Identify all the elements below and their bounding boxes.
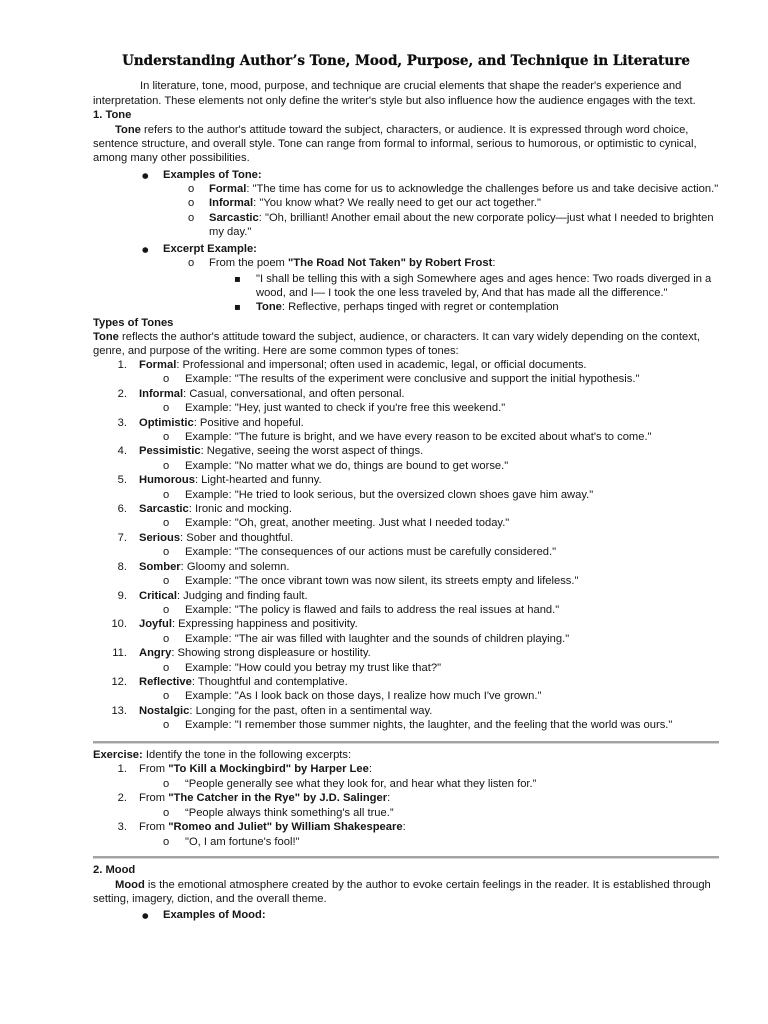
- item-text: [139, 704, 432, 718]
- list-item-example: [0, 459, 768, 473]
- examples-of-mood-heading: Examples of Mood:: [163, 909, 266, 921]
- exercise-instruction: [93, 748, 351, 762]
- square-glyph: ▪: [234, 302, 241, 313]
- tone-type-description: : Light-hearted and funny.: [194, 474, 322, 487]
- tone-type-term: Critical: [139, 589, 177, 602]
- exercise-text: Identify the tone in the following excerpts:: [142, 749, 352, 761]
- item-text: [139, 416, 304, 430]
- item-number: 1.: [117, 763, 127, 775]
- bullet-glyph: ●: [142, 911, 149, 920]
- types-intro-line: [93, 330, 700, 344]
- exercise-label: Exercise:: [93, 749, 143, 761]
- exercise-prefix: From: [139, 821, 169, 834]
- item-text: [139, 589, 308, 603]
- item-number: 9.: [117, 589, 127, 602]
- tone-type-description: : Casual, conversational, and often personal.: [183, 387, 405, 400]
- exercise-suffix: :: [402, 821, 406, 834]
- example-text: Example: "The consequences of our actions must be carefully considered.": [185, 546, 557, 559]
- list-item-quote: [0, 777, 768, 792]
- circle-bullet-icon: o: [188, 257, 195, 269]
- tone-definition-line: among many other possibilities.: [93, 152, 250, 164]
- tone-example-continuation: my day.": [209, 226, 252, 238]
- excerpt-source-line: [209, 256, 495, 270]
- exercise-quote: "O, I am fortune's fool!": [185, 835, 300, 848]
- types-of-tones-heading: Types of Tones: [93, 317, 174, 329]
- section-heading-mood: 2. Mood: [93, 864, 136, 876]
- circle-bullet-icon: o: [188, 183, 195, 195]
- tone-type-term: Optimistic: [139, 416, 194, 429]
- square-bullet-icon: [234, 272, 241, 286]
- tone-example-term: Informal: [209, 197, 254, 209]
- tone-example-text: : "You know what? We really need to get our act together.": [253, 197, 541, 209]
- bullet-glyph: ●: [142, 245, 149, 254]
- example-text: Example: "How could you betray my trust like that?": [185, 661, 442, 674]
- types-intro-term: Tone: [93, 331, 119, 343]
- list-item-example: [0, 516, 768, 530]
- excerpt-prefix: From the poem: [209, 257, 288, 269]
- tone-type-description: : Thoughtful and contemplative.: [191, 675, 348, 688]
- list-item: [0, 444, 768, 458]
- tone-type-description: : Positive and hopeful.: [193, 416, 304, 429]
- example-text: Example: "As I look back on those days, I realize how much I've grown.": [185, 690, 542, 703]
- excerpt-quote-line: "I shall be telling this with a sigh Somewhere ages and ages hence: Two roads diverged in a: [256, 273, 712, 285]
- types-intro-text: reflects the author's attitude toward the subject, audience, or characters. It can vary widely depending on the context,: [118, 331, 701, 343]
- exercise-source: "The Catcher in the Rye" by J.D. Salinger: [168, 792, 388, 805]
- list-item-example: [0, 718, 768, 732]
- list-item-example: [0, 632, 768, 646]
- item-number: 11.: [112, 647, 127, 660]
- excerpt-quote-line: wood, and I— I took the one less traveled by, And that has made all the difference.": [256, 287, 668, 299]
- example-text: Example: "The future is bright, and we have every reason to be excited about what's to come.": [185, 431, 652, 444]
- list-item-quote: [0, 835, 768, 850]
- circle-bullet-icon: o: [163, 719, 170, 732]
- list-item: [0, 646, 768, 660]
- tone-type-description: : Sober and thoughtful.: [180, 531, 294, 544]
- tone-type-term: Sarcastic: [139, 503, 189, 516]
- circle-bullet-icon: o: [163, 373, 170, 386]
- tone-type-term: Humorous: [139, 474, 195, 487]
- tone-type-description: : Gloomy and solemn.: [180, 560, 290, 573]
- exercise-suffix: :: [368, 763, 372, 775]
- item-text: [139, 358, 587, 372]
- bullet-glyph: ●: [142, 171, 149, 180]
- item-text: [139, 444, 423, 458]
- tone-definition-line: sentence structure, and overall style. Tone can range from formal to informal, serious to humorous, or optimistic to cynical,: [93, 138, 697, 150]
- item-text: [139, 531, 293, 545]
- circle-bullet-icon: o: [163, 431, 170, 444]
- tone-example-term: Sarcastic: [209, 212, 259, 224]
- tone-type-term: Informal: [139, 387, 184, 400]
- tone-example-term: Formal: [209, 183, 247, 195]
- circle-bullet-icon: o: [163, 806, 170, 819]
- tone-term: Tone: [115, 124, 141, 136]
- tone-type-description: : Negative, seeing the worst aspect of things.: [200, 445, 424, 458]
- bullet-icon: [142, 168, 149, 182]
- tone-example: [209, 182, 718, 196]
- circle-bullet-icon: o: [163, 603, 170, 616]
- tone-type-description: : Professional and impersonal; often used in academic, legal, or official documents.: [176, 359, 587, 371]
- list-item: [0, 820, 768, 835]
- list-item: [0, 502, 768, 516]
- circle-bullet-icon: o: [163, 690, 170, 703]
- list-item-example: [0, 488, 768, 502]
- excerpt-tone-text: : Reflective, perhaps tinged with regret or contemplation: [281, 301, 559, 313]
- tone-example-text: : "The time has come for us to acknowledge the challenges before us and take decisive action.": [246, 183, 719, 195]
- circle-bullet-icon: o: [163, 632, 170, 645]
- excerpt-suffix: :: [492, 257, 496, 269]
- item-number: 1.: [117, 359, 127, 371]
- list-item: [0, 704, 768, 718]
- exercise-source-line: [139, 820, 406, 834]
- tone-type-term: Serious: [139, 531, 181, 544]
- tone-type-term: Somber: [139, 560, 181, 573]
- list-item: [0, 560, 768, 574]
- exercise-source: "To Kill a Mockingbird" by Harper Lee: [168, 763, 369, 775]
- circle-bullet-icon: o: [163, 777, 170, 790]
- item-text: [139, 560, 289, 574]
- circle-bullet-icon: o: [163, 575, 170, 588]
- item-text: [139, 502, 292, 516]
- excerpt-example-heading: Excerpt Example:: [163, 243, 257, 255]
- tone-example-text: : "Oh, brilliant! Another email about the new corporate policy—just what I needed to brighten: [258, 212, 714, 224]
- tone-definition-text: refers to the author's attitude toward the subject, characters, or audience. It is expressed through word choice,: [140, 124, 689, 136]
- mood-definition-line: setting, imagery, diction, and the overall theme.: [93, 893, 327, 905]
- list-item: [0, 617, 768, 631]
- item-text: [139, 617, 358, 631]
- circle-bullet-icon: o: [163, 517, 170, 530]
- list-item: [0, 473, 768, 487]
- item-number: 13.: [111, 704, 127, 717]
- square-glyph: ▪: [234, 274, 241, 285]
- square-bullet-icon: [234, 300, 241, 314]
- example-text: Example: "Oh, great, another meeting. Just what I needed today.": [185, 517, 510, 530]
- circle-bullet-icon: o: [163, 488, 170, 501]
- tone-type-term: Formal: [139, 359, 177, 371]
- item-number: 2.: [117, 792, 127, 805]
- list-item: [0, 589, 768, 603]
- section-heading-tone: 1. Tone: [93, 109, 132, 121]
- tone-type-description: : Ironic and mocking.: [188, 503, 292, 516]
- horizontal-divider: [93, 741, 719, 744]
- tone-types-list: [0, 358, 768, 733]
- exercise-prefix: From: [139, 763, 169, 775]
- bullet-icon: [142, 242, 149, 256]
- item-text: [139, 675, 348, 689]
- tone-type-term: Pessimistic: [139, 445, 201, 458]
- example-text: Example: "No matter what we do, things are bound to get worse.": [185, 459, 509, 472]
- circle-bullet-icon: o: [163, 459, 170, 472]
- list-item-example: [0, 603, 768, 617]
- item-number: 3.: [117, 416, 127, 429]
- circle-bullet-icon: o: [163, 402, 170, 415]
- example-text: Example: "Hey, just wanted to check if you're free this weekend.": [185, 402, 506, 415]
- exercise-quote: “People generally see what they look for, and hear what they listen for.”: [185, 777, 537, 790]
- intro-line: In literature, tone, mood, purpose, and technique are crucial elements that shape the reader's experience and: [140, 80, 682, 92]
- tone-type-description: : Judging and finding fault.: [176, 589, 308, 602]
- item-number: 7.: [117, 531, 127, 544]
- list-item: [0, 416, 768, 430]
- circle-bullet-icon: o: [188, 212, 195, 224]
- tone-type-term: Joyful: [139, 618, 172, 631]
- tone-definition-line: [115, 123, 688, 137]
- bullet-icon: [142, 908, 149, 922]
- types-intro-line: genre, and purpose of the writing. Here are some common types of tones:: [93, 345, 459, 357]
- list-item: [0, 358, 768, 372]
- exercise-source-line: [139, 791, 390, 805]
- mood-term: Mood: [115, 879, 145, 891]
- document-title: Understanding Author’s Tone, Mood, Purpose, and Technique in Literature: [122, 53, 690, 69]
- horizontal-divider: [93, 856, 719, 859]
- list-item: [0, 387, 768, 401]
- tone-example: [209, 196, 541, 210]
- item-number: 12.: [111, 675, 127, 688]
- exercise-prefix: From: [139, 792, 169, 805]
- item-number: 8.: [117, 560, 127, 573]
- mood-definition-text: is the emotional atmosphere created by the author to evoke certain feelings in the reader. It is established through: [144, 879, 711, 891]
- excerpt-source: "The Road Not Taken" by Robert Frost: [287, 257, 493, 269]
- list-item-example: [0, 372, 768, 386]
- list-item-example: [0, 661, 768, 675]
- item-number: 3.: [117, 821, 127, 834]
- tone-type-term: Angry: [139, 647, 172, 660]
- example-text: Example: "The results of the experiment were conclusive and support the initial hypothesis.": [185, 373, 640, 386]
- example-text: Example: "He tried to look serious, but the oversized clown shoes gave him away.": [185, 488, 594, 501]
- mood-definition-line: [115, 878, 711, 892]
- example-text: Example: "The once vibrant town was now silent, its streets empty and lifeless.": [185, 575, 579, 588]
- tone-type-term: Nostalgic: [139, 704, 190, 717]
- exercise-list: [0, 762, 768, 850]
- circle-bullet-icon: o: [163, 661, 170, 674]
- tone-type-description: : Longing for the past, often in a sentimental way.: [189, 704, 433, 717]
- item-number: 4.: [117, 445, 127, 458]
- example-text: Example: "The air was filled with laughter and the sounds of children playing.": [185, 632, 570, 645]
- tone-type-term: Reflective: [139, 675, 192, 688]
- list-item: [0, 531, 768, 545]
- tone-type-description: : Expressing happiness and positivity.: [171, 618, 358, 631]
- tone-type-description: : Showing strong displeasure or hostility.: [171, 647, 371, 660]
- list-item-example: [0, 574, 768, 588]
- exercise-suffix: :: [387, 792, 391, 805]
- excerpt-tone-line: [256, 300, 559, 314]
- item-number: 6.: [117, 503, 127, 516]
- list-item-example: [0, 430, 768, 444]
- item-number: 2.: [117, 387, 127, 400]
- item-text: [139, 646, 371, 660]
- exercise-source: "Romeo and Juliet" by William Shakespeare: [168, 821, 403, 834]
- circle-bullet-icon: o: [163, 835, 170, 848]
- list-item: [0, 762, 768, 777]
- example-text: Example: "I remember those summer nights, the laughter, and the feeling that the world was ours.": [185, 719, 673, 732]
- circle-bullet-icon: o: [188, 197, 195, 209]
- list-item-example: [0, 689, 768, 703]
- excerpt-tone-term: Tone: [256, 301, 282, 313]
- exercise-quote: “People always think something's all true.”: [185, 806, 394, 819]
- item-number: 5.: [117, 474, 127, 487]
- item-text: [139, 387, 405, 401]
- intro-line: interpretation. These elements not only define the writer's style but also influence how the audience engages with the text.: [93, 95, 696, 107]
- list-item-example: [0, 401, 768, 415]
- item-number: 10.: [111, 618, 127, 631]
- examples-of-tone-heading: Examples of Tone:: [163, 169, 262, 181]
- list-item-example: [0, 545, 768, 559]
- circle-bullet-icon: o: [163, 546, 170, 559]
- list-item-quote: [0, 806, 768, 821]
- exercise-source-line: [139, 762, 372, 776]
- list-item: [0, 675, 768, 689]
- example-text: Example: "The policy is flawed and fails to address the real issues at hand.": [185, 603, 560, 616]
- item-text: [139, 473, 322, 487]
- tone-example: [209, 211, 714, 225]
- list-item: [0, 791, 768, 806]
